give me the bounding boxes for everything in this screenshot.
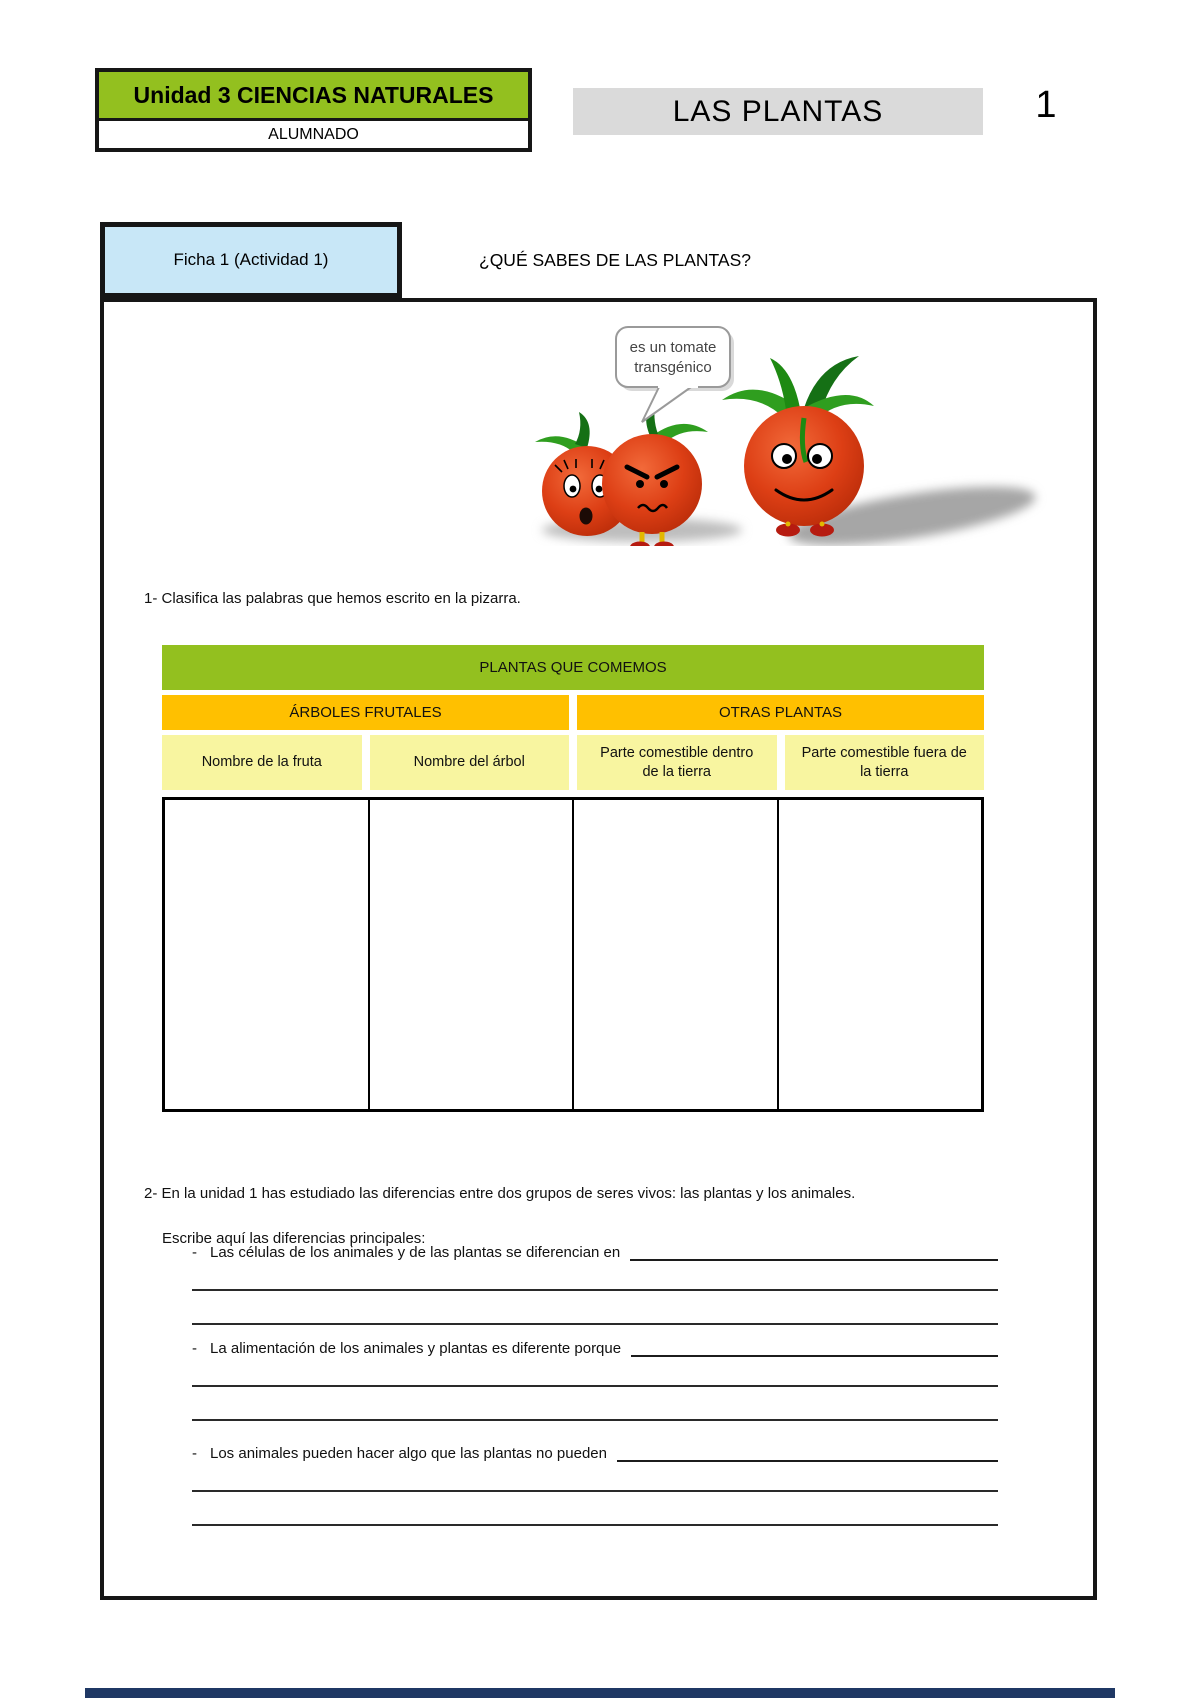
column-nombre-arbol: Nombre del árbol bbox=[370, 735, 570, 790]
difference-item-alimentacion bbox=[192, 1339, 998, 1421]
difference-text: Los animales pueden hacer algo que las plantas no pueden bbox=[210, 1445, 607, 1462]
answer-line[interactable] bbox=[192, 1419, 998, 1421]
bullet-dash: - bbox=[192, 1445, 197, 1462]
table-group-otras-plantas: OTRAS PLANTAS bbox=[577, 695, 984, 730]
bullet-dash: - bbox=[192, 1340, 197, 1357]
unit-title: Unidad 3 CIENCIAS NATURALES bbox=[99, 72, 528, 118]
answer-line[interactable] bbox=[192, 1385, 998, 1387]
ficha-label-box: Ficha 1 (Actividad 1) bbox=[100, 222, 402, 298]
footer-bar bbox=[85, 1688, 1115, 1698]
speech-bubble bbox=[616, 327, 734, 422]
activity-title: ¿QUÉ SABES DE LAS PLANTAS? bbox=[479, 249, 751, 270]
speech-bubble-text-line2: transgénico bbox=[634, 359, 712, 376]
audience-label: ALUMNADO bbox=[99, 118, 528, 148]
classification-table bbox=[162, 645, 984, 1112]
table-group-arboles-frutales: ÁRBOLES FRUTALES bbox=[162, 695, 569, 730]
answer-line[interactable] bbox=[192, 1490, 998, 1492]
tomatoes-illustration bbox=[492, 314, 1052, 546]
difference-text: La alimentación de los animales y plantas es diferente porque bbox=[210, 1340, 622, 1357]
instruction-2-sub: Escribe aquí las diferencias principales: bbox=[162, 1230, 426, 1247]
column-comestible-dentro: Parte comestible dentro de la tierra bbox=[577, 735, 777, 790]
answer-cell-dentro[interactable] bbox=[572, 800, 777, 1109]
speech-bubble-text-line1: es un tomate bbox=[629, 339, 717, 356]
difference-item-capacidades bbox=[192, 1444, 998, 1526]
answer-cell-arbol[interactable] bbox=[368, 800, 573, 1109]
answer-grid bbox=[162, 797, 984, 1112]
document-title-bar: LAS PLANTAS bbox=[573, 88, 983, 135]
answer-blank[interactable] bbox=[617, 1444, 998, 1462]
answer-blank[interactable] bbox=[630, 1243, 998, 1261]
answer-line[interactable] bbox=[192, 1289, 998, 1291]
difference-item-cells bbox=[192, 1243, 998, 1325]
answer-cell-fuera[interactable] bbox=[777, 800, 982, 1109]
difference-text: Las células de los animales y de las plantas se diferencian en bbox=[210, 1244, 621, 1261]
page-number: 1 bbox=[1035, 84, 1057, 126]
instruction-2: 2- En la unidad 1 has estudiado las diferencias entre dos grupos de seres vivos: las plantas y los animales. bbox=[144, 1185, 856, 1202]
unit-header-box bbox=[95, 68, 532, 152]
worksheet-body bbox=[100, 298, 1097, 1600]
answer-blank[interactable] bbox=[631, 1339, 998, 1357]
answer-line[interactable] bbox=[192, 1524, 998, 1526]
bullet-dash: - bbox=[192, 1244, 197, 1261]
column-comestible-fuera: Parte comestible fuera de la tierra bbox=[785, 735, 985, 790]
answer-cell-fruta[interactable] bbox=[165, 800, 368, 1109]
table-group-row bbox=[162, 695, 984, 730]
table-column-row bbox=[162, 735, 984, 790]
column-nombre-fruta: Nombre de la fruta bbox=[162, 735, 362, 790]
instruction-1: 1- Clasifica las palabras que hemos escrito en la pizarra. bbox=[144, 590, 521, 607]
answer-line[interactable] bbox=[192, 1323, 998, 1325]
table-title: PLANTAS QUE COMEMOS bbox=[162, 645, 984, 690]
